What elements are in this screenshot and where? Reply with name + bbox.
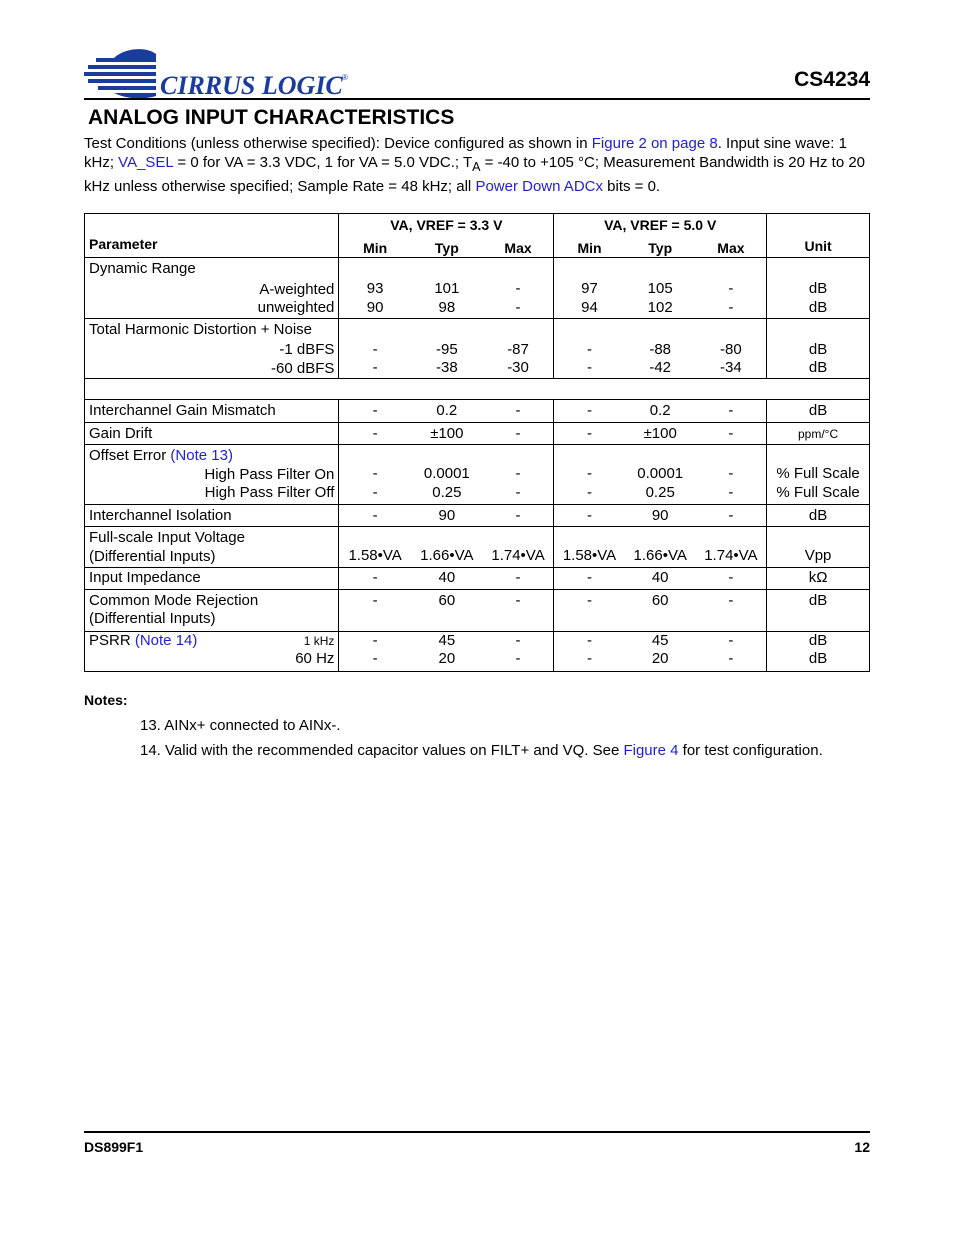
cell-unit: ppm/°C xyxy=(767,422,870,445)
note-text: 14. Valid with the recommended capacitor values on FILT+ and VQ. See xyxy=(140,742,624,759)
cell: - xyxy=(554,422,625,445)
cell: - - xyxy=(339,445,411,505)
cell: - xyxy=(696,504,767,527)
cell-unit: dB dB xyxy=(767,318,870,379)
cell: - xyxy=(696,589,767,631)
param-sub: -1 dBFS xyxy=(279,341,335,358)
cell: - - xyxy=(483,631,554,671)
footer-rule xyxy=(84,1131,870,1133)
cell: 40 xyxy=(411,568,483,590)
param-isolation: Interchannel Isolation xyxy=(85,504,339,527)
cell: - xyxy=(483,504,554,527)
header-unit: Unit xyxy=(767,214,870,258)
table-spacer-row xyxy=(85,379,870,400)
param-sub: -60 dBFS xyxy=(271,359,335,377)
cell: 45 20 xyxy=(411,631,483,671)
table-header-row xyxy=(85,214,870,235)
param-title: Offset Error xyxy=(89,447,171,464)
page-number: 12 xyxy=(854,1139,870,1155)
param-title: Full-scale Input Voltage xyxy=(89,529,245,546)
table-row xyxy=(85,318,870,379)
notes-heading: Notes: xyxy=(84,692,128,708)
cell: - xyxy=(554,568,625,590)
header-parameter: Parameter xyxy=(85,214,339,258)
cell: - - xyxy=(696,258,767,319)
cell: - xyxy=(696,400,767,423)
note-13-link[interactable]: (Note 13) xyxy=(170,447,233,464)
cell: - - xyxy=(696,445,767,505)
cell: 93 90 xyxy=(339,258,411,319)
cell: 1.74•VA xyxy=(483,527,554,568)
param-sub: 60 Hz xyxy=(295,650,335,667)
header-typ: Typ xyxy=(648,239,673,256)
cell-unit: % Full Scale % Full Scale xyxy=(767,445,870,505)
cell: 1.74•VA xyxy=(696,527,767,568)
table-row xyxy=(85,400,870,423)
param-sub: 1 kHz xyxy=(303,633,335,648)
cell: - - xyxy=(339,318,411,379)
header-min: Min xyxy=(363,239,388,256)
cell: 97 94 xyxy=(554,258,625,319)
cell: - xyxy=(339,400,411,423)
intro-text: bits = 0. xyxy=(602,178,661,195)
param-sub: unweighted xyxy=(257,299,335,316)
header-rule xyxy=(84,98,870,100)
cell: - - xyxy=(554,631,625,671)
cell: - xyxy=(554,504,625,527)
cell: - xyxy=(554,400,625,423)
table-row xyxy=(85,504,870,527)
cell: ±100 xyxy=(625,422,696,445)
cell: ±100 xyxy=(411,422,483,445)
table-row xyxy=(85,589,870,631)
cell: - xyxy=(339,422,411,445)
analog-input-spec-table xyxy=(84,213,870,672)
cirrus-logic-logo xyxy=(84,44,364,100)
cell-unit: dB xyxy=(767,504,870,527)
intro-text: . Input sine wave: 1 kHz; xyxy=(84,135,847,171)
cell: 60 xyxy=(411,589,483,631)
cell: - - xyxy=(554,318,625,379)
cell: 0.2 xyxy=(625,400,696,423)
ta-subscript: A xyxy=(472,160,481,174)
param-gain-drift: Gain Drift xyxy=(85,422,339,445)
table-row xyxy=(85,568,870,590)
cell: - - xyxy=(483,258,554,319)
cell: 1.66•VA xyxy=(411,527,483,568)
cell: - - xyxy=(483,445,554,505)
table-row xyxy=(85,422,870,445)
cell: - - xyxy=(696,631,767,671)
cell: 105 102 xyxy=(625,258,696,319)
power-down-adcx-link[interactable]: Power Down ADCx xyxy=(475,178,603,195)
param-title: Common Mode Rejection xyxy=(89,591,259,609)
cell: - xyxy=(483,422,554,445)
cell-unit: kΩ xyxy=(767,568,870,590)
cell: 0.0001 0.25 xyxy=(625,445,696,505)
cell: - xyxy=(339,568,411,590)
cell-unit: Vpp xyxy=(767,527,870,568)
cell: - xyxy=(483,400,554,423)
cell-unit: dB xyxy=(767,589,870,631)
cell: 60 xyxy=(625,589,696,631)
cell: - xyxy=(339,504,411,527)
cell: 1.66•VA xyxy=(625,527,696,568)
cell: -88 -42 xyxy=(625,318,696,379)
cell: 1.58•VA xyxy=(339,527,411,568)
param-sub: (Differential Inputs) xyxy=(89,610,216,627)
param-title: Total Harmonic Distortion + Noise xyxy=(89,320,313,338)
test-conditions xyxy=(84,134,870,196)
svg-text:®: ® xyxy=(342,73,348,82)
param-input-impedance: Input Impedance xyxy=(85,568,339,590)
va-sel-link[interactable]: VA_SEL xyxy=(118,154,174,171)
note-13: 13. AINx+ connected to AINx-. xyxy=(140,717,341,734)
note-text: for test configuration. xyxy=(678,742,823,759)
cell: - - xyxy=(339,631,411,671)
table-row xyxy=(85,445,870,505)
cell-unit: dB dB xyxy=(767,631,870,671)
header-group-3v3: VA, VREF = 3.3 V xyxy=(339,214,554,235)
intro-text: Test Conditions (unless otherwise specified): Device configured as shown in xyxy=(84,135,592,152)
cell: 0.0001 0.25 xyxy=(411,445,483,505)
param-sub: High Pass Filter Off xyxy=(204,484,335,501)
param-thd-n xyxy=(85,318,339,379)
header-max: Max xyxy=(717,239,745,256)
param-title: PSRR xyxy=(89,631,135,649)
cell: 40 xyxy=(625,568,696,590)
note-14-link[interactable]: (Note 14) xyxy=(134,631,198,649)
cell: -95 -38 xyxy=(411,318,483,379)
header-min: Min xyxy=(554,235,625,258)
param-sub: A-weighted xyxy=(259,280,335,298)
param-psrr xyxy=(85,631,339,671)
cell: -87 -30 xyxy=(483,318,554,379)
svg-text:CIRRUS LOGIC: CIRRUS LOGIC xyxy=(160,71,343,100)
header-typ: Typ xyxy=(434,239,459,256)
cell: 1.58•VA xyxy=(554,527,625,568)
cell: - - xyxy=(554,445,625,505)
param-offset-error xyxy=(85,445,339,505)
param-sub: High Pass Filter On xyxy=(204,465,335,483)
cell: 90 xyxy=(411,504,483,527)
param-sub: (Differential Inputs) xyxy=(89,547,216,565)
cell: 101 98 xyxy=(411,258,483,319)
figure-2-link[interactable]: Figure 2 on page 8 xyxy=(591,135,718,152)
intro-text: = -40 to +105 °C; Measurement Bandwidth is 20 Hz to 20 kHz unless otherwise specified; Sample Rate = 48 kHz; all xyxy=(84,154,866,195)
param-fullscale-voltage xyxy=(85,527,339,568)
cell: 0.2 xyxy=(411,400,483,423)
cell-unit: dB xyxy=(767,400,870,423)
part-number: CS4234 xyxy=(794,68,870,91)
param-cmr xyxy=(85,589,339,631)
cell: - xyxy=(483,568,554,590)
param-dynamic-range xyxy=(85,258,339,319)
table-row xyxy=(85,258,870,319)
document-id: DS899F1 xyxy=(84,1139,144,1155)
figure-4-link[interactable]: Figure 4 xyxy=(623,742,679,759)
section-title: ANALOG INPUT CHARACTERISTICS xyxy=(88,106,455,129)
table-row xyxy=(85,631,870,671)
note-14 xyxy=(140,742,823,759)
cell: - xyxy=(696,422,767,445)
cell: 90 xyxy=(625,504,696,527)
cell: - xyxy=(339,589,411,631)
logo-mark-icon xyxy=(84,44,364,100)
intro-text: = 0 for VA = 3.3 VDC, 1 for VA = 5.0 VDC.; T xyxy=(173,154,473,171)
cell: -80 -34 xyxy=(696,318,767,379)
cell-unit: dB dB xyxy=(767,258,870,319)
cell: - xyxy=(554,589,625,631)
cell: - xyxy=(483,589,554,631)
param-gain-mismatch: Interchannel Gain Mismatch xyxy=(85,400,339,423)
param-title: Dynamic Range xyxy=(89,260,196,277)
cell: - xyxy=(696,568,767,590)
header-group-5v: VA, VREF = 5.0 V xyxy=(554,214,767,235)
table-row xyxy=(85,527,870,568)
cell: 45 20 xyxy=(625,631,696,671)
header-max: Max xyxy=(504,239,532,256)
